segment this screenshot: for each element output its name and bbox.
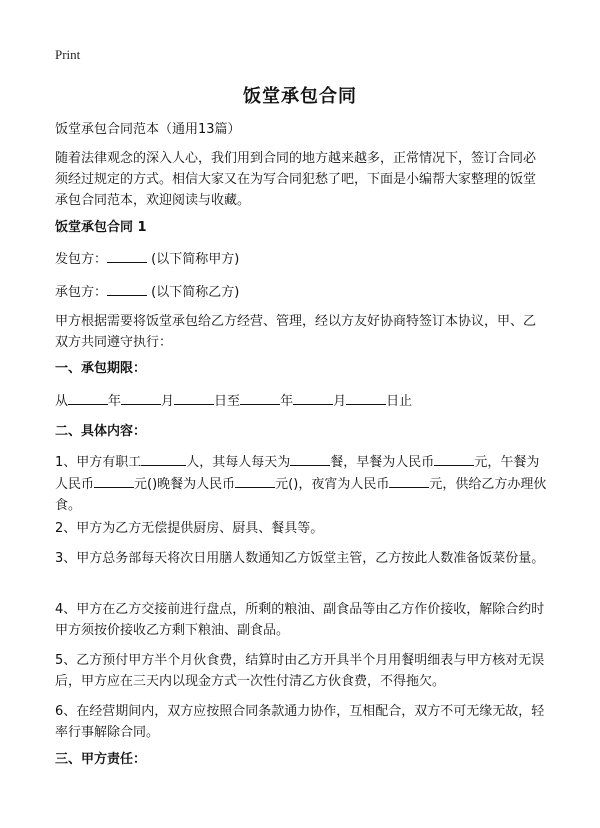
- party-a-blank: [107, 248, 147, 263]
- item-1-blank: [94, 473, 134, 488]
- print-link[interactable]: Print: [55, 47, 81, 62]
- item-6-paragraph: 6、在经营期间内，双方应按照合同条款通力协作，互相配合，双方不可无缘无故，轻率行事解除合同。: [55, 704, 545, 740]
- preamble-paragraph: 甲方根据需要将饭堂承包给乙方经营、管理，经以方友好协商特签订本协议，甲、乙双方共同遵守执行：: [55, 314, 537, 350]
- party-b-note: (以下简称乙方): [151, 285, 240, 300]
- item-1-text: 元，午餐为人民币: [55, 455, 540, 492]
- item-1-paragraph: [55, 451, 547, 516]
- item-1-text: 餐，早餐为人民币: [330, 455, 435, 470]
- section-1-heading: 一、承包期限：: [55, 361, 147, 376]
- term-blank: [68, 390, 108, 405]
- item-5-paragraph: 5、乙方预付甲方半个月伙食费，结算时由乙方开具半个月用餐明细表与甲方核对无误后，甲方应在三天内以现金方式一次性付清乙方伙食费，不得拖欠。: [55, 653, 545, 689]
- document-title: 饭堂承包合同: [243, 86, 357, 107]
- term-blank: [346, 390, 386, 405]
- term-day-end: 日止: [386, 394, 413, 409]
- term-blank: [174, 390, 214, 405]
- party-a-note: (以下简称甲方): [151, 252, 240, 267]
- item-1-blank: [434, 451, 474, 466]
- term-month-1: 月: [161, 394, 175, 409]
- item-1-text: 人，其每人每天为: [186, 455, 291, 470]
- term-year-2: 年: [280, 394, 294, 409]
- item-1-blank: [389, 473, 429, 488]
- section-3-heading: 三、甲方责任：: [55, 752, 147, 767]
- document-subtitle: 饭堂承包合同范本（通用13篇）: [55, 122, 241, 137]
- item-1-blank: [235, 473, 275, 488]
- item-2-paragraph: 2、甲方为乙方无偿提供厨房、厨具、餐具等。: [55, 521, 324, 536]
- term-month-2: 月: [333, 394, 347, 409]
- term-line: [55, 390, 547, 412]
- item-1-text: 元()，夜宵为人民币: [275, 477, 390, 492]
- term-day-to: 日至: [214, 394, 241, 409]
- party-b-label: 承包方：: [55, 285, 108, 300]
- item-4-paragraph: 4、甲方在乙方交接前进行盘点，所剩的粮油、副食品等由乙方作价接收，解除合约时甲方须按价接收乙方剩下粮油、副食品。: [55, 602, 545, 638]
- item-1-blank: [141, 451, 186, 466]
- term-blank: [293, 390, 333, 405]
- section-2-heading: 二、具体内容：: [55, 424, 147, 439]
- contract-heading: 饭堂承包合同 1: [55, 220, 147, 235]
- party-a-line: [55, 248, 547, 270]
- item-1-text: 元，供给乙方办理伙食。: [55, 477, 547, 513]
- item-1-blank: [290, 451, 330, 466]
- party-b-line: [55, 281, 547, 303]
- item-1-text: 1、甲方有职工: [55, 455, 142, 470]
- term-blank: [121, 390, 161, 405]
- party-a-label: 发包方：: [55, 252, 108, 267]
- item-3-paragraph: 3、甲方总务部每天将次日用膳人数通知乙方饭堂主管，乙方按此人数准备饭菜份量。: [55, 551, 545, 566]
- intro-paragraph: 随着法律观念的深入人心，我们用到合同的地方越来越多，正常情况下，签订合同必须经过规定的方式。相信大家又在为写合同犯愁了吧，下面是小编帮大家整理的饭堂承包合同范本，欢迎阅读与收藏。: [55, 151, 537, 208]
- party-b-blank: [107, 281, 147, 296]
- term-blank: [240, 390, 280, 405]
- term-from: 从: [55, 394, 69, 409]
- item-1-text: 元()晚餐为人民币: [134, 477, 236, 492]
- term-year-1: 年: [108, 394, 122, 409]
